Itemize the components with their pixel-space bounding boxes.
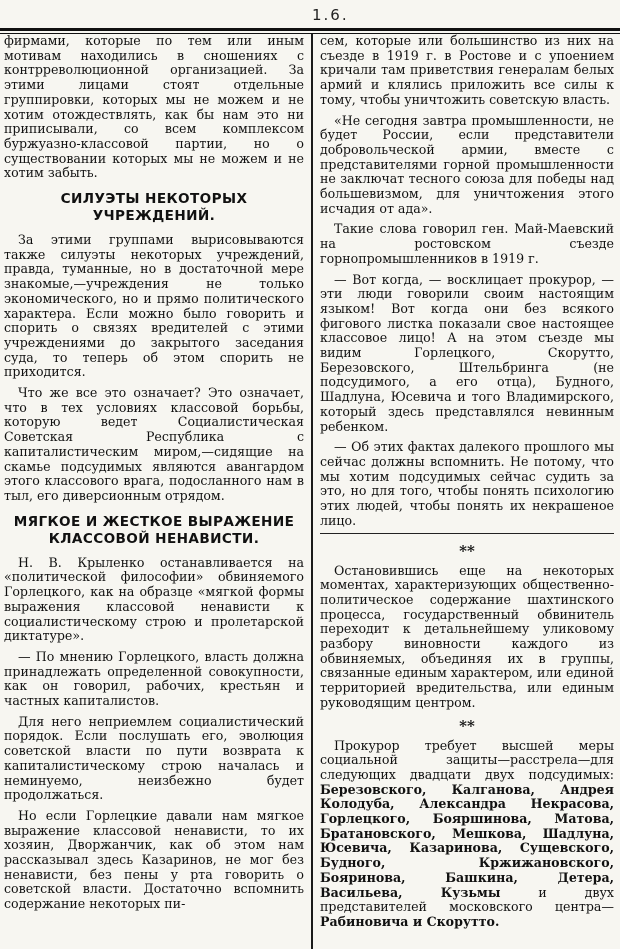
heading-class-hatred: МЯГКОЕ И ЖЕСТКОЕ ВЫРАЖЕНИЕ КЛАССОВОЙ НЕНАВИСТИ. <box>13 513 295 547</box>
center-names: Рабиновича и Скорутто. <box>320 913 500 929</box>
right-column <box>320 34 614 947</box>
left-paragraph-6: Для него неприемлем социалистический порядок. Если послушать его, эволюция советской власти по пути возврата к капиталистическому строю началась и неминуемо, неизбежно будет продолжаться. <box>4 713 304 803</box>
right-paragraph-2: «Не сегодня завтра промышленности, не будет России, если представители добровольческой армии, вместе с представителями горной промышленности не заключат тесного союза для победы над большевизмом, для уничтожения этого исчадия от ада». <box>320 112 614 216</box>
left-column <box>4 34 304 947</box>
section-stars-1: ** <box>459 541 475 560</box>
section-stars-2: ** <box>459 716 475 735</box>
sentence-mid: и двух представителей московского центра— <box>320 884 614 915</box>
top-rule <box>0 28 620 31</box>
left-paragraph-1: фирмами, которые по тем или иным мотивам находились в сношениях с контрреволюционной организацией. За этими лицами стоят отдельные группировки, которых мы не можем и не хотим отождествлять, как бы нам это ни приписывали, со всем комплексом буржуазно-классовой партии, но о существовании которых мы не можем и не хотим забыть. <box>4 34 304 181</box>
left-paragraph-4: Н. В. Крыленко останавливается на «политической философии» обвиняемого Горлецкого, как на образце «мягкой формы выражения классовой ненависти к социалистическому строю и пролетарской диктатуре». <box>4 554 304 644</box>
right-paragraph-6: Остановившись еще на некоторых моментах, характеризующих общественно-политическое содержание шахтинского процесса, государственный обвинитель переходит к детальнейшему уликовому разбору виновности каждого из обвиняемых, объединяя их в группы, связанные единым характером, или единой территорией вредительства, или единым руководящим центром. <box>320 562 614 710</box>
defendants-names: Березовского, Калганова, Андрея Колодуба, Александра Некрасова, Горлецкого, Бояршинова, Матова, Братановского, Мешкова, Шадлуна, Юсевича, Казаринова, Сущевского, Будного, Кржижановского, Бояринова, Башкина, Детера, Васильева, Кузьмы <box>320 781 614 900</box>
page-number-mark: 1.6. <box>312 6 349 24</box>
sentence-lead: Прокурор требует высшей меры социальной защиты—расстрела—для следующих двадцати двух подсудимых: <box>320 737 614 782</box>
left-paragraph-3: Что же все это означает? Это означает, что в тех условиях классовой борьбы, которую ведет Социалистическая Советская Республика с капиталистическим миром,—сидящие на скамье подсудимых являются авангардом этого классового врага, подосланного нам в тыл, его диверсионным отрядом. <box>4 385 304 503</box>
right-paragraph-4: — Вот когда, — восклицает прокурор, — эти люди говорили своим настоящим языком! Вот когда они без всякого фигового листка показали свое настоящее классовое лицо! А на этом съезде мы видим Горлецкого, Скорутто, Березовского, Штельбринга (не подсудимого, а его отца), Будного, Шадлуна, Юсевича и того Владимирского, который здесь представлялся невинным ребенком. <box>320 271 614 434</box>
right-paragraph-5: — Об этих фактах далекого прошлого мы сейчас должны вспомнить. Не потому, что мы хотим подсудимых сейчас судить за это, но для того, чтобы понять психологию этих людей, чтобы понять их некрашеное лицо. <box>320 439 614 528</box>
left-paragraph-2: За этими группами вырисовываются также силуэты некоторых учреждений, правда, туманные, но в достаточной мере знакомые,—учреждения не только экономического, но и прямо политического характера. Если можно было говорить и спорить о связях вредителей с этими учреждениями до закрытого заседания суда, то теперь об этом спорить не приходится. <box>4 232 304 380</box>
section-rule <box>320 533 614 534</box>
heading-institutions: СИЛУЭТЫ НЕКОТОРЫХ УЧРЕЖДЕНИЙ. <box>60 191 248 225</box>
right-paragraph-3: Такие слова говорил ген. Май-Маевский на ростовском съезде горнопромышленников в 1919 г. <box>320 221 614 266</box>
left-paragraph-7: Но если Горлецкие давали нам мягкое выражение классовой ненависти, то их хозяин, Дворжанчик, как об этом нам рассказывал здесь Казаринов, не мог без ненависти, без пены у рта говорить о советской власти. Достаточно вспомнить содержание некоторых пи- <box>4 807 304 912</box>
right-paragraph-1: сем, которые или большинство из них на съезде в 1919 г. в Ростове и с упоением кричали там приветствия генералам белых армий и клялись приложить все силы к тому, чтобы уничтожить советскую власть. <box>320 34 614 107</box>
right-paragraph-7 <box>320 739 614 930</box>
left-paragraph-5: — По мнению Горлецкого, власть должна принадлежать определенной совокупности, как он говорил, рабочих, крестьян и частных капиталистов. <box>4 648 304 709</box>
column-divider <box>311 34 313 949</box>
